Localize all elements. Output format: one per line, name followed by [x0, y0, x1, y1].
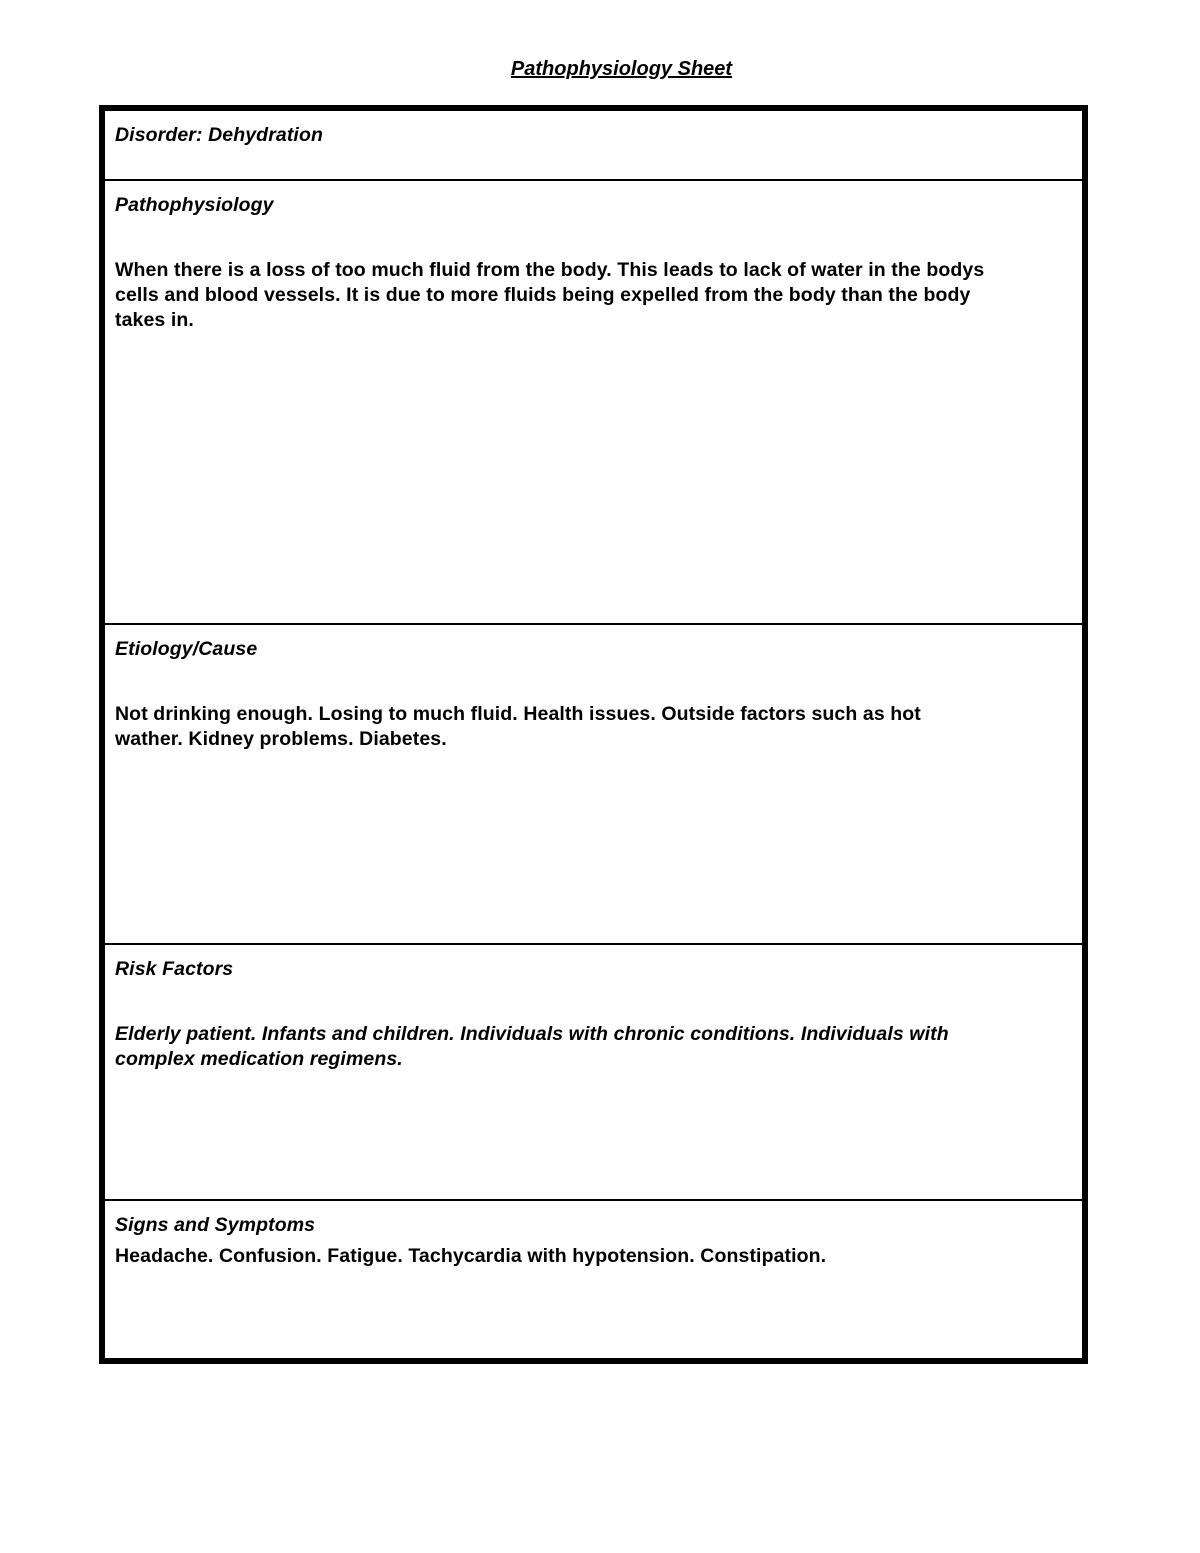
signs-symptoms-heading: Signs and Symptoms	[115, 1214, 316, 1236]
page-title: Pathophysiology Sheet	[510, 58, 733, 80]
risk-factors-text: Elderly patient. Infants and children. Individuals with chronic conditions. Individuals with complex medication regimens.	[115, 1023, 949, 1070]
etiology-section	[105, 625, 1082, 945]
risk-factors-section	[105, 945, 1082, 1201]
etiology-heading: Etiology/Cause	[115, 638, 258, 660]
signs-symptoms-section	[105, 1201, 1082, 1358]
signs-symptoms-text: Headache. Confusion. Fatigue. Tachycardia with hypotension. Constipation.	[115, 1245, 827, 1267]
pathophysiology-section	[105, 181, 1082, 625]
disorder-section	[105, 111, 1082, 181]
risk-factors-heading: Risk Factors	[115, 958, 234, 980]
etiology-text: Not drinking enough. Losing to much fluid. Health issues. Outside factors such as hot wather. Kidney problems. Diabetes.	[115, 703, 921, 750]
pathophysiology-text: When there is a loss of too much fluid from the body. This leads to lack of water in the bodys cells and blood vessels. It is due to more fluids being expelled from the body than the body takes in.	[115, 259, 985, 331]
disorder-heading: Disorder: Dehydration	[115, 124, 323, 146]
pathophysiology-heading: Pathophysiology	[115, 194, 274, 216]
pathophysiology-table	[99, 105, 1088, 1364]
